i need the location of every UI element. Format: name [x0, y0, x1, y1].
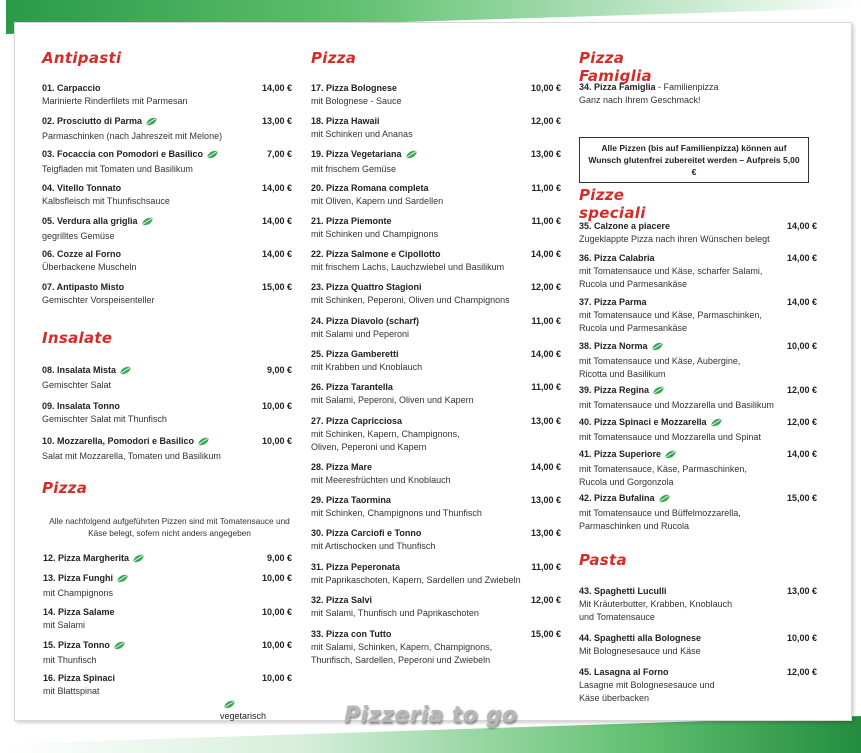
menu-item	[42, 215, 292, 243]
item-description-2: Ricotta und Basilikum	[579, 369, 666, 379]
item-name-line	[311, 381, 561, 394]
vegetarian-legend	[220, 699, 266, 721]
item-name: 01. Carpaccio	[42, 83, 101, 93]
pizza-note: Alle nachfolgend aufgeführten Pizzen sind mit Tomatensauce und Käse belegt, sofern nicht anders angegeben	[49, 516, 290, 538]
item-name-line	[579, 220, 817, 233]
item-name: 34. Pizza Famiglia	[579, 82, 656, 92]
item-description-2: Käse überbacken	[579, 693, 650, 703]
menu-item	[43, 572, 292, 600]
item-price: 14,00 €	[261, 183, 292, 193]
item-name: 43. Spaghetti Luculli	[579, 586, 667, 596]
item-name: 06. Cozze al Forno	[42, 249, 122, 259]
item-name-line	[311, 348, 561, 361]
item-description: mit Tomatensauce und Büffelmozzarella,	[579, 508, 741, 518]
item-name-line	[42, 248, 292, 261]
item-description: mit Schinken, Peperoni, Oliven und Champignons	[311, 295, 510, 305]
item-name-line	[311, 527, 561, 540]
item-name: 45. Lasagna al Forno	[579, 667, 669, 677]
item-description: mit Salami, Peperoni, Oliven und Kapern	[311, 395, 474, 405]
item-name: 16. Pizza Spinaci	[43, 673, 116, 683]
item-price: 13,00 €	[786, 586, 817, 596]
item-name: 32. Pizza Salvi	[311, 595, 373, 605]
item-name-line	[43, 606, 292, 619]
item-description: mit Salami	[43, 620, 86, 630]
item-description: mit Schinken und Ananas	[311, 129, 413, 139]
brand-logo-text: Pizzeria to go	[344, 703, 518, 728]
item-name-line	[42, 215, 292, 230]
item-price: 12,00 €	[530, 282, 561, 292]
menu-item	[311, 215, 561, 241]
item-name-line	[579, 585, 817, 598]
item-price: 10,00 €	[786, 341, 817, 351]
menu-item	[42, 400, 292, 426]
vegetarian-leaf-icon	[132, 554, 145, 567]
vegetarian-leaf-icon	[197, 437, 210, 450]
item-price: 7,00 €	[266, 149, 292, 159]
item-name: 37. Pizza Parma	[579, 297, 647, 307]
item-price: 15,00 €	[786, 493, 817, 503]
item-description: mit Artischocken und Thunfisch	[311, 541, 436, 551]
item-name: 10. Mozzarella, Pomodori e Basilico	[42, 436, 195, 446]
item-price: 14,00 €	[261, 249, 292, 259]
item-price: 12,00 €	[786, 417, 817, 427]
vegetarian-leaf-icon	[206, 150, 219, 163]
item-name: 04. Vitello Tonnato	[42, 183, 122, 193]
item-name-line	[579, 666, 817, 679]
item-description: Mit Bolognesesauce und Käse	[579, 646, 701, 656]
item-name-line	[43, 552, 292, 567]
item-description: mit Schinken und Champignons	[311, 229, 439, 239]
item-description: Lasagne mit Bolognesesauce und	[579, 680, 715, 690]
item-name-line	[42, 82, 292, 95]
item-price: 10,00 €	[261, 640, 292, 650]
item-description: Mit Kräuterbutter, Krabben, Knoblauch	[579, 599, 733, 609]
item-name: 03. Focaccia con Pomodori e Basilico	[42, 149, 204, 159]
item-price: 14,00 €	[786, 297, 817, 307]
item-name-line	[42, 115, 292, 130]
item-name-line	[311, 461, 561, 474]
item-name: 05. Verdura alla griglia	[42, 216, 138, 226]
item-description: mit Meeresfrüchten und Knoblauch	[311, 475, 451, 485]
item-name: 21. Pizza Piemonte	[311, 216, 392, 226]
vegetarian-leaf-icon	[223, 700, 236, 711]
menu-item	[42, 115, 292, 143]
item-name-line	[579, 416, 817, 431]
item-name-line	[311, 494, 561, 507]
item-description: Parmaschinken (nach Jahreszeit mit Melone)	[42, 131, 223, 141]
item-name: 40. Pizza Spinaci e Mozzarella	[579, 417, 707, 427]
item-name: 26. Pizza Tarantella	[311, 382, 393, 392]
item-description: Gemischter Vorspeisenteller	[42, 295, 155, 305]
item-description: Überbackene Muscheln	[42, 262, 137, 272]
item-name-suffix: - Familienpizza	[655, 82, 719, 92]
item-description: Ganz nach Ihrem Geschmack!	[579, 95, 701, 105]
item-price: 10,00 €	[261, 573, 292, 583]
vegetarian-leaf-icon	[710, 418, 723, 431]
menu-item	[579, 448, 817, 489]
item-description: mit Oliven, Kapern und Sardellen	[311, 196, 444, 206]
menu-item	[579, 632, 817, 658]
item-name-line	[579, 384, 817, 399]
item-price: 14,00 €	[530, 349, 561, 359]
menu-item	[579, 585, 817, 624]
item-name: 44. Spaghetti alla Bolognese	[579, 633, 702, 643]
item-description-2: Rucola und Parmesankäse	[579, 323, 688, 333]
item-name-line	[311, 561, 561, 574]
menu-item	[579, 220, 817, 246]
item-price: 11,00 €	[531, 316, 561, 326]
item-description: mit Salami, Schinken, Kapern, Champignons,	[311, 642, 493, 652]
item-name: 20. Pizza Romana completa	[311, 183, 429, 193]
menu-item	[42, 182, 292, 208]
item-description: mit Tomatensauce und Käse, scharfer Salami,	[579, 266, 763, 276]
item-name-line	[42, 182, 292, 195]
item-price: 13,00 €	[530, 495, 561, 505]
menu-item	[311, 182, 561, 208]
item-name-line	[311, 115, 561, 128]
item-price: 14,00 €	[786, 221, 817, 231]
item-name-line	[311, 148, 561, 163]
item-description-2: und Tomatensauce	[579, 612, 655, 622]
item-name: 24. Pizza Diavolo (scharf)	[311, 316, 420, 326]
item-name: 22. Pizza Salmone e Cipollotto	[311, 249, 441, 259]
vegetarian-leaf-icon	[116, 574, 129, 587]
item-name: 27. Pizza Capricciosa	[311, 416, 403, 426]
menu-item	[311, 461, 561, 487]
item-description: mit frischem Lachs, Lauchzwiebel und Basilikum	[311, 262, 505, 272]
vegetarian-leaf-icon	[113, 641, 126, 654]
section-title: Pasta	[579, 551, 627, 569]
menu-item	[42, 364, 292, 392]
item-price: 12,00 €	[786, 667, 817, 677]
item-name-line	[42, 400, 292, 413]
item-name: 18. Pizza Hawaii	[311, 116, 380, 126]
item-description: mit Salami, Thunfisch und Paprikaschoten	[311, 608, 479, 618]
item-description: mit Tomatensauce und Mozzarella und Basilikum	[579, 400, 774, 410]
item-name-line	[311, 594, 561, 607]
item-name: 13. Pizza Funghi	[43, 573, 114, 583]
item-price: 10,00 €	[261, 673, 292, 683]
section-title: Pizza	[42, 479, 88, 497]
item-name: 29. Pizza Taormina	[311, 495, 391, 505]
menu-item	[579, 492, 817, 533]
menu-item	[311, 381, 561, 407]
section-title: Pizze speciali	[579, 186, 646, 222]
item-price: 13,00 €	[530, 149, 561, 159]
menu-item	[579, 416, 817, 444]
item-description: mit Blattspinat	[43, 686, 100, 696]
item-name: 09. Insalata Tonno	[42, 401, 120, 411]
item-name: 14. Pizza Salame	[43, 607, 115, 617]
item-description: mit Schinken, Kapern, Champignons,	[311, 429, 460, 439]
item-price: 9,00 €	[266, 553, 292, 563]
menu-item	[311, 628, 561, 667]
section-title: Antipasti	[42, 49, 122, 67]
menu-item	[311, 415, 561, 454]
item-price: 12,00 €	[530, 595, 561, 605]
item-name-line	[43, 672, 292, 685]
menu-item	[579, 666, 817, 705]
item-price: 10,00 €	[530, 83, 561, 93]
menu-item	[311, 248, 561, 274]
menu-item	[43, 672, 292, 698]
item-description-2: Rucola und Parmesankäse	[579, 279, 688, 289]
item-price: 14,00 €	[261, 83, 292, 93]
item-description-2: Rucola und Gorgonzola	[579, 477, 674, 487]
menu-item	[579, 296, 817, 335]
item-name-line	[42, 281, 292, 294]
item-name: 15. Pizza Tonno	[43, 640, 110, 650]
item-name: 19. Pizza Vegetariana	[311, 149, 402, 159]
menu-item	[42, 82, 292, 108]
item-price: 14,00 €	[261, 216, 292, 226]
item-description: mit Bolognese - Sauce	[311, 96, 402, 106]
vegetarian-leaf-icon	[145, 117, 158, 130]
item-name: 23. Pizza Quattro Stagioni	[311, 282, 422, 292]
item-price: 11,00 €	[531, 562, 561, 572]
item-description: gegrilltes Gemüse	[42, 231, 115, 241]
vegetarian-leaf-icon	[652, 386, 665, 399]
menu-item	[42, 435, 292, 463]
item-description: mit Tomatensauce und Käse, Aubergine,	[579, 356, 741, 366]
item-description: mit frischem Gemüse	[311, 164, 397, 174]
item-description: mit Tomatensauce, Käse, Parmaschinken,	[579, 464, 747, 474]
item-name: 08. Insalata Mista	[42, 365, 117, 375]
menu-item	[579, 340, 817, 381]
item-name-line	[579, 632, 817, 645]
item-price: 12,00 €	[786, 385, 817, 395]
item-price: 10,00 €	[261, 436, 292, 446]
item-name: 07. Antipasto Misto	[42, 282, 125, 292]
item-price: 15,00 €	[530, 629, 561, 639]
section-title: Pizza Famiglia	[579, 49, 652, 85]
section-title: Pizza	[311, 49, 357, 67]
vegetarian-leaf-icon	[658, 494, 671, 507]
item-description: mit Schinken, Champignons und Thunfisch	[311, 508, 482, 518]
item-name-line	[42, 364, 292, 379]
section-title: Insalate	[42, 329, 113, 347]
item-price: 10,00 €	[261, 607, 292, 617]
item-name: 17. Pizza Bolognese	[311, 83, 398, 93]
item-name-line	[311, 315, 561, 328]
item-description: Salat mit Mozzarella, Tomaten und Basilikum	[42, 451, 221, 461]
item-name: 42. Pizza Bufalina	[579, 493, 655, 503]
menu-panel	[14, 22, 852, 721]
vegetarian-leaf-icon	[119, 366, 132, 379]
item-name: 35. Calzone a piacere	[579, 221, 671, 231]
item-price: 11,00 €	[531, 216, 561, 226]
item-name-line	[42, 435, 292, 450]
item-description: mit Thunfisch	[43, 655, 97, 665]
item-name-line	[311, 248, 561, 261]
menu-item	[311, 594, 561, 620]
menu-item	[43, 639, 292, 667]
menu-item	[311, 281, 561, 307]
item-name: 41. Pizza Superiore	[579, 449, 662, 459]
item-name: 31. Pizza Peperonata	[311, 562, 401, 572]
item-price: 14,00 €	[786, 253, 817, 263]
item-description: Zugeklappte Pizza nach ihren Wünschen belegt	[579, 234, 770, 244]
item-price: 11,00 €	[531, 183, 561, 193]
item-description: Gemischter Salat mit Thunfisch	[42, 414, 167, 424]
item-price: 14,00 €	[530, 462, 561, 472]
menu-item	[311, 82, 561, 108]
item-price: 14,00 €	[786, 449, 817, 459]
vegetarian-leaf-icon	[664, 450, 677, 463]
item-price: 9,00 €	[266, 365, 292, 375]
item-name-line	[311, 182, 561, 195]
item-description: mit Tomatensauce und Käse, Parmaschinken,	[579, 310, 762, 320]
item-description-2: Oliven, Peperoni und Kapern	[311, 442, 427, 452]
item-name: 38. Pizza Norma	[579, 341, 648, 351]
item-name: 25. Pizza Gamberetti	[311, 349, 399, 359]
vegetarian-legend-label: vegetarisch	[220, 711, 267, 721]
menu-item	[579, 81, 819, 107]
item-name: 02. Prosciutto di Parma	[42, 116, 143, 126]
item-name: 33. Pizza con Tutto	[311, 629, 392, 639]
item-name: 30. Pizza Carciofi e Tonno	[311, 528, 422, 538]
item-price: 15,00 €	[261, 282, 292, 292]
item-name: 36. Pizza Calabria	[579, 253, 655, 263]
menu-item	[311, 148, 561, 176]
vegetarian-leaf-icon	[405, 150, 418, 163]
menu-item	[311, 561, 561, 587]
item-name-line	[311, 215, 561, 228]
item-name-line	[579, 492, 817, 507]
item-description-2: Parmaschinken und Rucola	[579, 521, 690, 531]
menu-item	[42, 148, 292, 176]
item-name-line	[311, 628, 561, 641]
item-description-2: Thunfisch, Sardellen, Peperoni und Zwiebeln	[311, 655, 491, 665]
item-name-line	[311, 82, 561, 95]
menu-item	[42, 281, 292, 307]
item-description: Teigfladen mit Tomaten und Basilikum	[42, 164, 193, 174]
item-name: 12. Pizza Margherita	[43, 553, 130, 563]
item-price: 13,00 €	[261, 116, 292, 126]
item-description: mit Tomatensauce und Mozzarella und Spinat	[579, 432, 761, 442]
menu-item	[311, 494, 561, 520]
menu-item	[579, 252, 817, 291]
menu-item	[311, 527, 561, 553]
item-price: 13,00 €	[530, 416, 561, 426]
item-price: 12,00 €	[530, 116, 561, 126]
item-price: 14,00 €	[530, 249, 561, 259]
vegetarian-leaf-icon	[651, 342, 664, 355]
item-description: Gemischter Salat	[42, 380, 112, 390]
menu-item	[579, 384, 817, 412]
menu-item	[42, 248, 292, 274]
item-price: 13,00 €	[530, 528, 561, 538]
menu-item	[43, 606, 292, 632]
item-price: 10,00 €	[261, 401, 292, 411]
item-description: mit Krabben und Knoblauch	[311, 362, 423, 372]
item-name-line	[579, 340, 817, 355]
item-description: mit Salami und Peperoni	[311, 329, 410, 339]
item-name: 28. Pizza Mare	[311, 462, 373, 472]
item-name-line	[579, 252, 817, 265]
item-name: 39. Pizza Regina	[579, 385, 650, 395]
item-name-line	[42, 148, 292, 163]
item-name-line	[43, 639, 292, 654]
item-name-line	[311, 415, 561, 428]
item-name-line	[311, 281, 561, 294]
vegetarian-leaf-icon	[141, 217, 154, 230]
item-name-line	[579, 448, 817, 463]
menu-item	[43, 552, 292, 567]
item-description: Marinierte Rinderfilets mit Parmesan	[42, 96, 188, 106]
menu-item	[311, 315, 561, 341]
item-price: 11,00 €	[531, 382, 561, 392]
item-description: mit Paprikaschoten, Kapern, Sardellen und Zwiebeln	[311, 575, 521, 585]
menu-item	[311, 348, 561, 374]
item-description: mit Champignons	[43, 588, 114, 598]
menu-item	[311, 115, 561, 141]
item-name-line	[579, 296, 817, 309]
item-name-line	[579, 81, 819, 94]
item-name-line	[43, 572, 292, 587]
item-price: 10,00 €	[786, 633, 817, 643]
item-description: Kalbsfleisch mit Thunfischsauce	[42, 196, 170, 206]
gluten-free-note: Alle Pizzen (bis auf Familienpizza) können auf Wunsch glutenfrei zubereitet werden – Aufpreis 5,00 €	[579, 137, 809, 183]
